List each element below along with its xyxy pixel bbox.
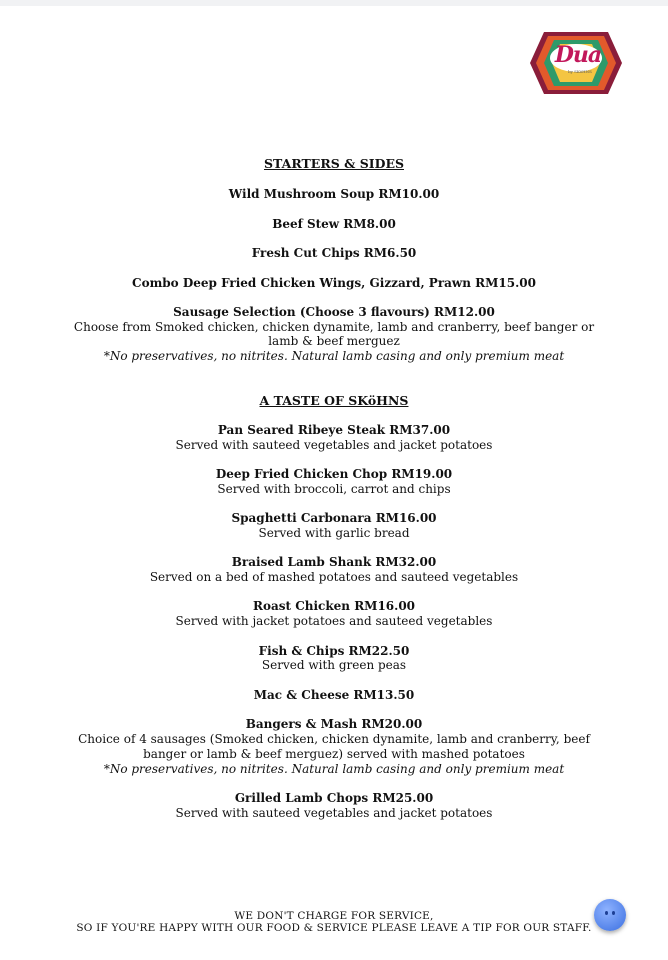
main-item-title: Mac & Cheese RM13.50 [253, 688, 415, 702]
main-item-desc: Served with broccoli, carrot and chips [217, 482, 451, 496]
bangers-note: *No preservatives, no nitrites. Natural lamb casing and only premium meat [103, 762, 565, 776]
main-item-title: Bangers & Mash RM20.00 [245, 717, 423, 731]
footer-line: WE DON'T CHARGE FOR SERVICE, [234, 910, 434, 922]
mains-heading: A TASTE OF SKöHNS [259, 393, 409, 408]
starter-item: Beef Stew RM8.00 [272, 217, 396, 231]
bangers-description: banger or lamb & beef merguez) served with mashed potatoes [143, 747, 525, 761]
bot-eye-icon [612, 911, 615, 915]
chat-bot-icon[interactable] [594, 899, 626, 931]
main-item-desc: Served with garlic bread [258, 526, 410, 540]
main-item-title: Grilled Lamb Chops RM25.00 [234, 791, 434, 805]
sausage-note: *No preservatives, no nitrites. Natural lamb casing and only premium meat [103, 349, 565, 363]
main-item-desc: Served with sauteed vegetables and jacket potatoes [175, 438, 493, 452]
main-item-desc: Served with jacket potatoes and sauteed vegetables [175, 614, 493, 628]
starter-item: Combo Deep Fried Chicken Wings, Gizzard, Prawn RM15.00 [132, 276, 536, 290]
starter-item: Sausage Selection (Choose 3 flavours) RM12.00 [173, 305, 495, 319]
main-item-title: Spaghetti Carbonara RM16.00 [231, 511, 437, 525]
starters-heading: STARTERS & SIDES [263, 156, 404, 171]
main-item-title: Fish & Chips RM22.50 [258, 644, 410, 658]
main-item-title: Roast Chicken RM16.00 [252, 599, 416, 613]
main-item-desc: Served on a bed of mashed potatoes and sauteed vegetables [149, 570, 519, 584]
sausage-description: Choose from Smoked chicken, chicken dynamite, lamb and cranberry, beef banger or [73, 320, 595, 334]
top-bar [0, 0, 668, 6]
footer-line: SO IF YOU'RE HAPPY WITH OUR FOOD & SERVICE PLEASE LEAVE A TIP FOR OUR STAFF. [76, 922, 592, 934]
sausage-description: lamb & beef merguez [268, 334, 400, 348]
logo-subtitle: by SKöHNS [568, 69, 592, 74]
main-item-title: Braised Lamb Shank RM32.00 [231, 555, 437, 569]
main-item-title: Pan Seared Ribeye Steak RM37.00 [217, 423, 451, 437]
main-item-desc: Served with green peas [261, 658, 407, 672]
starter-item: Fresh Cut Chips RM6.50 [251, 246, 417, 260]
logo-text: Dua [554, 42, 602, 68]
starter-item: Wild Mushroom Soup RM10.00 [228, 187, 440, 201]
main-item-title: Deep Fried Chicken Chop RM19.00 [215, 467, 453, 481]
bot-eye-icon [605, 911, 608, 915]
bangers-description: Choice of 4 sausages (Smoked chicken, chicken dynamite, lamb and cranberry, beef [78, 732, 590, 746]
main-item-desc: Served with sauteed vegetables and jacket potatoes [175, 806, 493, 820]
